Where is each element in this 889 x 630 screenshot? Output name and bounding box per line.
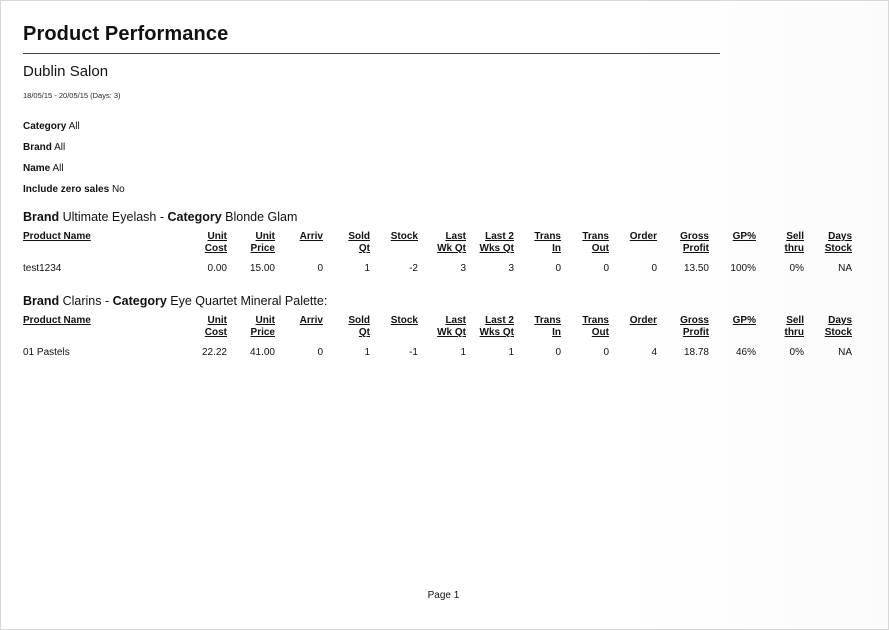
table-cell-product-name: 01 Pastels (23, 347, 70, 358)
table-cell-unit-price: 15.00 (249, 263, 275, 274)
column-header-unit-price: Unit Price (250, 231, 275, 254)
column-header-trans-in: Trans In (534, 231, 561, 254)
table-cell-order: 0 (651, 263, 657, 274)
category-label: Category (167, 210, 222, 224)
table-cell-arriv: 0 (317, 347, 323, 358)
section-heading (23, 210, 297, 224)
table-cell-gross-profit: 18.78 (683, 347, 709, 358)
page-footer (1, 590, 889, 601)
report-title: Product Performance (23, 23, 229, 45)
column-header-last-wk-qt: Last Wk Qt (437, 315, 466, 338)
column-header-gp-percent: GP% (732, 315, 756, 326)
table-cell-last-wk-qt: 1 (460, 347, 466, 358)
column-header-order: Order (629, 315, 657, 326)
column-header-stock: Stock (390, 315, 418, 326)
table-cell-trans-in: 0 (555, 347, 561, 358)
filter-category (23, 121, 80, 132)
table-cell-arriv: 0 (317, 263, 323, 274)
column-header-stock: Stock (390, 231, 418, 242)
heading-separator: - (156, 210, 168, 224)
title-divider (23, 53, 720, 54)
table-cell-unit-cost: 22.22 (201, 347, 227, 358)
table-cell-stock: -2 (409, 263, 418, 274)
column-header-days-stock: Days Stock (824, 315, 852, 338)
date-range: 18/05/15 - 20/05/15 (Days: 3) (23, 91, 121, 100)
table-cell-trans-in: 0 (555, 263, 561, 274)
table-cell-unit-cost: 0.00 (207, 263, 227, 274)
filter-name (23, 163, 64, 174)
column-header-unit-cost: Unit Cost (204, 231, 227, 254)
table-cell-last-2-wks-qt: 3 (508, 263, 514, 274)
table-cell-days-stock: NA (838, 347, 852, 358)
column-header-last-2-wks-qt: Last 2 Wks Qt (479, 315, 514, 338)
filter-include-zero-sales (23, 184, 125, 195)
page-number: Page 1 (427, 590, 460, 601)
column-header-product-name: Product Name (23, 315, 91, 326)
filter-value: No (111, 184, 125, 195)
column-header-product-name: Product Name (23, 231, 91, 242)
filter-label: Category (23, 121, 67, 132)
column-header-unit-price: Unit Price (250, 315, 275, 338)
column-header-last-2-wks-qt: Last 2 Wks Qt (479, 231, 514, 254)
section-heading (23, 294, 327, 308)
column-header-arriv: Arriv (299, 231, 323, 242)
category-value: Blonde Glam (221, 210, 298, 224)
column-header-order: Order (629, 231, 657, 242)
filter-label: Name (23, 163, 51, 174)
column-header-trans-in: Trans In (534, 315, 561, 338)
column-header-sell-thru: Sell thru (784, 315, 804, 338)
table-cell-product-name: test1234 (23, 263, 62, 274)
table-cell-gross-profit: 13.50 (683, 263, 709, 274)
filter-label: Brand (23, 142, 52, 153)
table-cell-order: 4 (651, 347, 657, 358)
column-header-unit-cost: Unit Cost (204, 315, 227, 338)
column-header-sell-thru: Sell thru (784, 231, 804, 254)
table-cell-sell-thru: 0% (789, 263, 804, 274)
column-header-trans-out: Trans Out (582, 231, 609, 254)
column-header-gross-profit: Gross Profit (680, 231, 709, 254)
column-header-days-stock: Days Stock (824, 231, 852, 254)
heading-separator: - (101, 294, 113, 308)
category-label: Category (112, 294, 167, 308)
column-header-last-wk-qt: Last Wk Qt (437, 231, 466, 254)
brand-label: Brand (23, 210, 60, 224)
table-cell-gp-percent: 46% (735, 347, 756, 358)
filter-brand (23, 142, 65, 153)
column-header-trans-out: Trans Out (582, 315, 609, 338)
filter-value: All (52, 163, 64, 174)
table-cell-last-wk-qt: 3 (460, 263, 466, 274)
column-header-gp-percent: GP% (732, 231, 756, 242)
table-cell-last-2-wks-qt: 1 (508, 347, 514, 358)
column-header-arriv: Arriv (299, 315, 323, 326)
table-cell-days-stock: NA (838, 263, 852, 274)
table-cell-stock: -1 (409, 347, 418, 358)
table-cell-gp-percent: 100% (730, 263, 756, 274)
table-cell-sold-qt: 1 (364, 263, 370, 274)
table-cell-unit-price: 41.00 (249, 347, 275, 358)
brand-label: Brand (23, 294, 60, 308)
filter-label: Include zero sales (23, 184, 110, 195)
filter-value: All (54, 142, 66, 153)
brand-value: Ultimate Eyelash (59, 210, 157, 224)
column-header-sold-qt: Sold Qt (348, 231, 370, 254)
table-cell-sold-qt: 1 (364, 347, 370, 358)
brand-value: Clarins (59, 294, 102, 308)
table-cell-trans-out: 0 (603, 347, 609, 358)
table-cell-trans-out: 0 (603, 263, 609, 274)
table-cell-sell-thru: 0% (789, 347, 804, 358)
filter-value: All (68, 121, 80, 132)
category-value: Eye Quartet Mineral Palette: (166, 294, 328, 308)
column-header-gross-profit: Gross Profit (680, 315, 709, 338)
salon-name: Dublin Salon (23, 63, 109, 80)
column-header-sold-qt: Sold Qt (348, 315, 370, 338)
